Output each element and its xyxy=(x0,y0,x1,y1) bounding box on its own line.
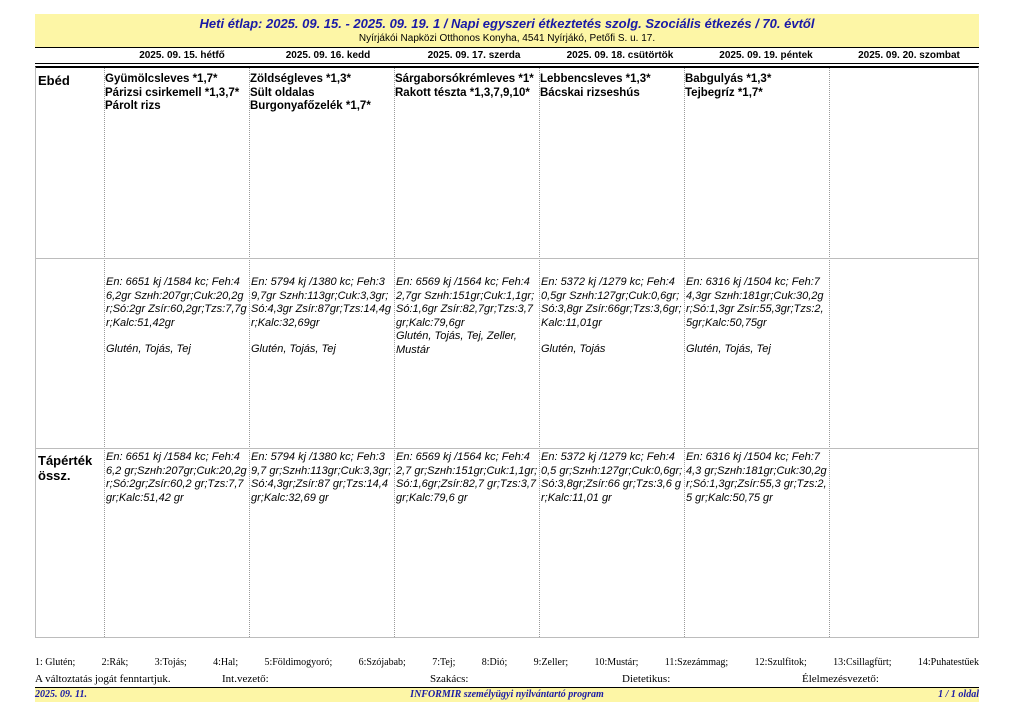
legend-item: 1: Glutén; xyxy=(35,657,76,668)
day-header-tuesday: 2025. 09. 16. kedd xyxy=(285,50,371,61)
nutrition-values: En: 5794 kj /1380 kc; Feh:39,7gr Szнh:113gr;Cuk:3,3gr;Só:4,3gr Zsír:87gr;Tzs:14,4gr;Kalc:32,69gr xyxy=(251,276,392,329)
legend-item: 8:Dió; xyxy=(481,657,508,668)
nutrition-cell-tuesday xyxy=(251,276,394,446)
allergen-list: Glutén, Tojás, Tej xyxy=(686,343,771,355)
total-cell-monday: En: 6651 kj /1584 kc; Feh:46,2 gr;Szнh:207gr;Cuk:20,2gr;Só:2gr;Zsír:60,2 gr;Tzs:7,7 gr;Kalc:51,42 gr xyxy=(106,451,247,504)
day-header-row xyxy=(35,48,979,64)
total-cell-friday: En: 6316 kj /1504 kc; Feh:74,3 gr;Szнh:181gr;Cuk:30,2gr;Só:1,3gr;Zsír:55,3 gr;Tzs:2,5 gr;Kalc:50,75 gr xyxy=(686,451,827,504)
footer-bar xyxy=(35,688,979,702)
legend-item: 4:Hal; xyxy=(213,657,239,668)
day-header-saturday: 2025. 09. 20. szombat xyxy=(858,50,960,61)
rights-reserved-note: A változtatás jogát fenntartjuk. xyxy=(35,673,171,685)
legend-item: 5:Földimogyoró; xyxy=(264,657,333,668)
nutrition-cell-friday xyxy=(686,276,829,446)
total-cell-tuesday: En: 5794 kj /1380 kc; Feh:39,7 gr;Szнh:113gr;Cuk:3,3gr;Só:4,3gr;Zsír:87 gr;Tzs:14,4 gr;Kalc:32,69 gr xyxy=(251,451,392,504)
menu-cell-tuesday: Zöldségleves *1,3* Sült oldalas Burgonyafőzelék *1,7* xyxy=(250,73,371,112)
legend-item: 10:Mustár; xyxy=(594,657,639,668)
day-header-wednesday: 2025. 09. 17. szerda xyxy=(427,50,521,61)
legend-item: 7:Tej; xyxy=(432,657,456,668)
legend-item: 3:Tojás; xyxy=(154,657,187,668)
nutrition-values: En: 6569 kj /1564 kc; Feh:42,7gr Szнh:151gr;Cuk:1,1gr;Só:1,6gr Zsír:82,7gr;Tzs:3,7gr;Kalc:79,6gr xyxy=(396,276,535,329)
legend-item: 6:Szójabab; xyxy=(358,657,406,668)
nutrition-cell-thursday xyxy=(541,276,684,446)
total-cell-wednesday: En: 6569 kj /1564 kc; Feh:42,7 gr;Szнh:151gr;Cuk:1,1gr;Só:1,6gr;Zsír:82,7 gr;Tzs:3,7 gr;Kalc:79,6 gr xyxy=(396,451,538,504)
menu-title: Heti étlap: 2025. 09. 15. - 2025. 09. 19. 1 / Napi egyszeri étkeztetés szolg. Szociális étkezés / 70. évtől xyxy=(199,16,815,31)
signature-row xyxy=(35,673,979,688)
signature-szakacs: Szakács: xyxy=(430,673,469,685)
page-number: 1 / 1 oldal xyxy=(938,689,979,700)
menu-grid xyxy=(35,66,979,638)
legend-item: 2:Rák; xyxy=(101,657,129,668)
print-date: 2025. 09. 11. xyxy=(35,689,87,700)
allergen-list: Glutén, Tojás xyxy=(541,343,606,355)
menu-cell-wednesday: Sárgaborsókrémleves *1* Rakott tészta *1,3,7,9,10* xyxy=(395,73,534,99)
signature-int-vezeto: Int.vezető: xyxy=(222,673,269,685)
menu-cell-thursday: Lebbencsleves *1,3* Bácskai rizseshús xyxy=(540,73,651,99)
header-banner xyxy=(35,14,979,48)
row-label-nutrition-total: Tápérték össz. xyxy=(38,453,93,483)
program-name: INFORMIR személyügyi nyilvántartó program xyxy=(410,689,604,700)
day-header-monday: 2025. 09. 15. hétfő xyxy=(139,50,225,61)
day-header-friday: 2025. 09. 19. péntek xyxy=(719,50,813,61)
legend-item: 14:Puhatestűek xyxy=(917,657,979,668)
legend-item: 12:Szulfitok; xyxy=(754,657,807,668)
allergen-list: Glutén, Tojás, Tej xyxy=(106,343,191,355)
day-header-spacer xyxy=(35,48,109,63)
row-label-lunch: Ebéd xyxy=(38,73,70,88)
nutrition-cell-wednesday xyxy=(396,276,539,446)
row-divider xyxy=(36,448,978,449)
legend-item: 9:Zeller; xyxy=(533,657,569,668)
row-divider xyxy=(36,258,978,259)
legend-item: 11:Szezámmag; xyxy=(664,657,729,668)
menu-cell-monday: Gyümölcsleves *1,7* Párizsi csirkemell *1,3,7* Párolt rizs xyxy=(105,73,240,112)
kitchen-address: Nyírjákói Napközi Otthonos Konyha, 4541 Nyírjákó, Petőfi S. u. 17. xyxy=(358,33,656,44)
nutrition-values: En: 5372 kj /1279 kc; Feh:40,5gr Szнh:127gr;Cuk:0,6gr;Só:3,8gr Zsír:66gr;Tzs:3,6gr;Kalc:11,01gr xyxy=(541,276,682,329)
nutrition-cell-monday xyxy=(106,276,249,446)
total-cell-thursday: En: 5372 kj /1279 kc; Feh:40,5 gr;Szнh:127gr;Cuk:0,6gr;Só:3,8gr;Zsír:66 gr;Tzs:3,6 gr;Kalc:11,01 gr xyxy=(541,451,683,504)
nutrition-values: En: 6316 kj /1504 kc; Feh:74,3gr Szнh:181gr;Cuk:30,2gr;Só:1,3gr Zsír:55,3gr;Tzs:2,5gr;Kalc:50,75gr xyxy=(686,276,824,329)
signature-dietetikus: Dietetikus: xyxy=(622,673,671,685)
signature-elelmezesvezeto: Élelmezésvezető: xyxy=(802,673,879,685)
nutrition-values: En: 6651 kj /1584 kc; Feh:46,2gr Szнh:207gr;Cuk:20,2gr;Só:2gr Zsír:60,2gr;Tzs:7,7gr;Kalc:51,42gr xyxy=(106,276,247,329)
legend-item: 13:Csillagfürt; xyxy=(833,657,892,668)
allergen-legend xyxy=(35,657,979,668)
allergen-list: Glutén, Tojás, Tej, Zeller, Mustár xyxy=(396,330,517,356)
menu-cell-friday: Babgulyás *1,3* Tejbegríz *1,7* xyxy=(685,73,772,99)
day-header-thursday: 2025. 09. 18. csütörtök xyxy=(566,50,674,61)
allergen-list: Glutén, Tojás, Tej xyxy=(251,343,336,355)
